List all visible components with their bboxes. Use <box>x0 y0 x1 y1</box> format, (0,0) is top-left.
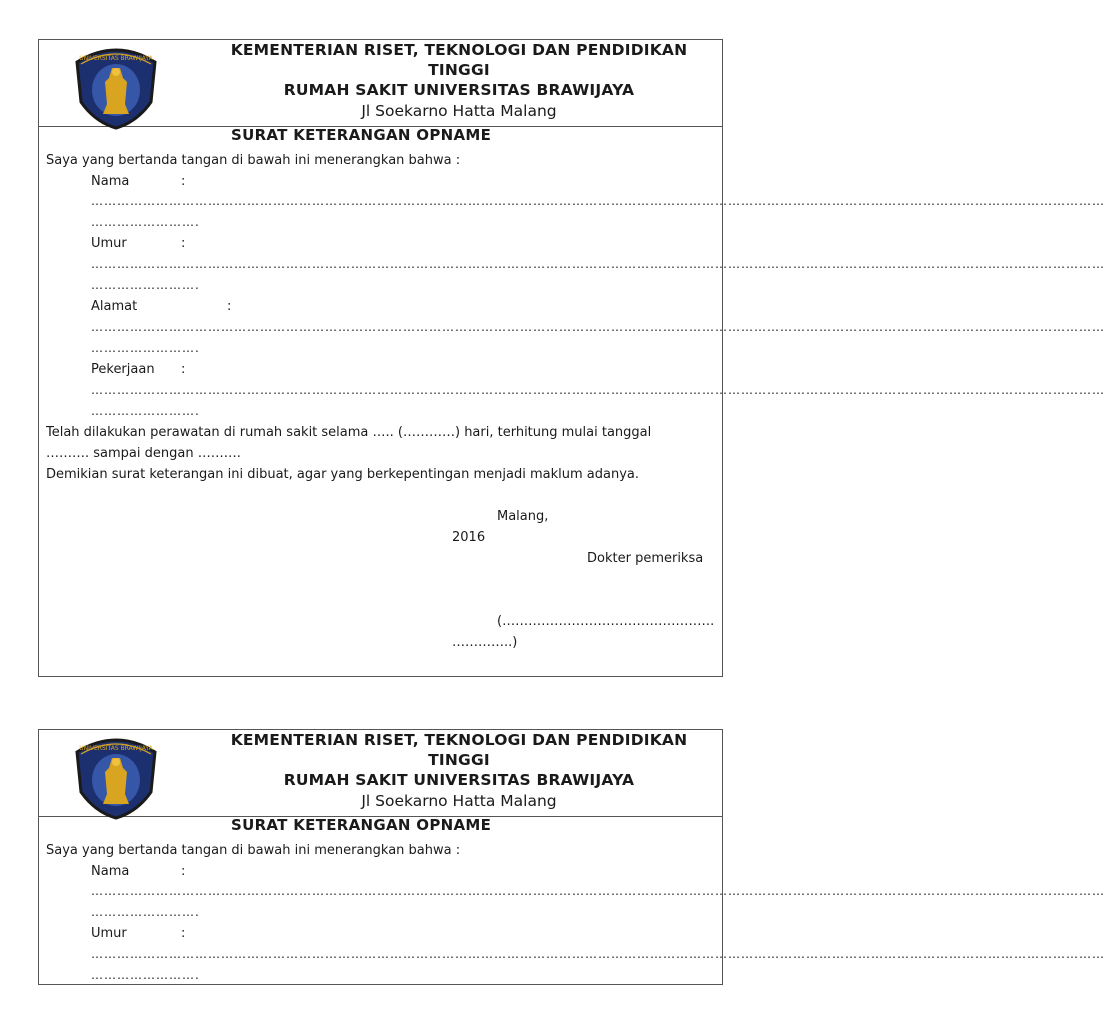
field-colon: : <box>227 299 232 314</box>
field-input-pekerjaan-cont[interactable]: ……………………. <box>91 404 200 418</box>
year-label: 2016 <box>452 530 486 545</box>
university-logo <box>67 42 165 128</box>
field-input-alamat[interactable]: ……………………………………………………………………………………………………………………………………………………………………………………………………………… <box>91 320 1105 334</box>
treatment-dates: ………. sampai dengan ………. <box>46 446 241 461</box>
ministry-name: KEMENTERIAN RISET, TEKNOLOGI DAN PENDIDIKAN <box>230 731 688 749</box>
hospital-name: RUMAH SAKIT UNIVERSITAS BRAWIJAYA <box>283 81 635 99</box>
signature-line[interactable]: (…………………………………………. <box>497 614 715 629</box>
field-input-nama[interactable]: ……………………………………………………………………………………………………………………………………………………………………………………………………………… <box>91 194 1105 208</box>
field-input-alamat-cont[interactable]: ……………………. <box>91 341 200 355</box>
field-input-umur-cont[interactable]: ……………………. <box>91 968 200 982</box>
letterhead <box>39 40 722 127</box>
field-label-pekerjaan: Pekerjaan <box>91 362 155 377</box>
closing-statement: Demikian surat keterangan ini dibuat, agar yang berkepentingan menjadi maklum adanya. <box>46 467 640 482</box>
field-input-nama-cont[interactable]: ……………………. <box>91 215 200 229</box>
field-label-alamat: Alamat <box>91 299 138 314</box>
letterhead-text <box>189 730 729 812</box>
field-colon: : <box>181 864 186 879</box>
opname-form-2 <box>38 729 1105 985</box>
intro-text: Saya yang bertanda tangan di bawah ini menerangkan bahwa : <box>46 153 461 168</box>
field-label-nama: Nama <box>91 174 130 189</box>
form-title: SURAT KETERANGAN OPNAME <box>231 816 492 834</box>
field-colon: : <box>181 236 186 251</box>
svg-text:UNIVERSITAS BRAWIJAYA: UNIVERSITAS BRAWIJAYA <box>79 745 153 752</box>
field-input-umur[interactable]: ……………………………………………………………………………………………………………………………………………………………………………………………………………… <box>91 257 1105 271</box>
field-colon: : <box>181 926 186 941</box>
signer-title: Dokter pemeriksa <box>587 551 704 566</box>
field-colon: : <box>181 174 186 189</box>
signature-line-cont[interactable]: …………..) <box>452 635 518 650</box>
hospital-address: Jl Soekarno Hatta Malang <box>361 102 557 120</box>
field-input-pekerjaan[interactable]: ……………………………………………………………………………………………………………………………………………………………………………………………………………… <box>91 383 1105 397</box>
field-input-nama[interactable]: ……………………………………………………………………………………………………………………………………………………………………………………………………………… <box>91 884 1105 898</box>
field-input-nama-cont[interactable]: ……………………. <box>91 905 200 919</box>
letterhead <box>39 730 722 817</box>
treatment-text: Telah dilakukan perawatan di rumah sakit selama ….. (…………) hari, terhitung mulai tanggal <box>46 425 652 440</box>
university-logo <box>67 732 165 818</box>
opname-form-1 <box>38 39 1105 677</box>
letterhead-text <box>189 40 729 122</box>
ministry-name-cont: TINGGI <box>428 751 490 769</box>
hospital-address: Jl Soekarno Hatta Malang <box>361 792 557 810</box>
field-label-umur: Umur <box>91 236 127 251</box>
hospital-name: RUMAH SAKIT UNIVERSITAS BRAWIJAYA <box>283 771 635 789</box>
field-input-umur-cont[interactable]: ……………………. <box>91 278 200 292</box>
place-label: Malang, <box>497 509 549 524</box>
svg-text:UNIVERSITAS BRAWIJAYA: UNIVERSITAS BRAWIJAYA <box>79 55 153 62</box>
field-colon: : <box>181 362 186 377</box>
form-title: SURAT KETERANGAN OPNAME <box>231 126 492 144</box>
ministry-name: KEMENTERIAN RISET, TEKNOLOGI DAN PENDIDIKAN <box>230 41 688 59</box>
field-label-umur: Umur <box>91 926 127 941</box>
ministry-name-cont: TINGGI <box>428 61 490 79</box>
intro-text: Saya yang bertanda tangan di bawah ini menerangkan bahwa : <box>46 843 461 858</box>
field-label-nama: Nama <box>91 864 130 879</box>
field-input-umur[interactable]: ……………………………………………………………………………………………………………………………………………………………………………………………………………… <box>91 947 1105 961</box>
